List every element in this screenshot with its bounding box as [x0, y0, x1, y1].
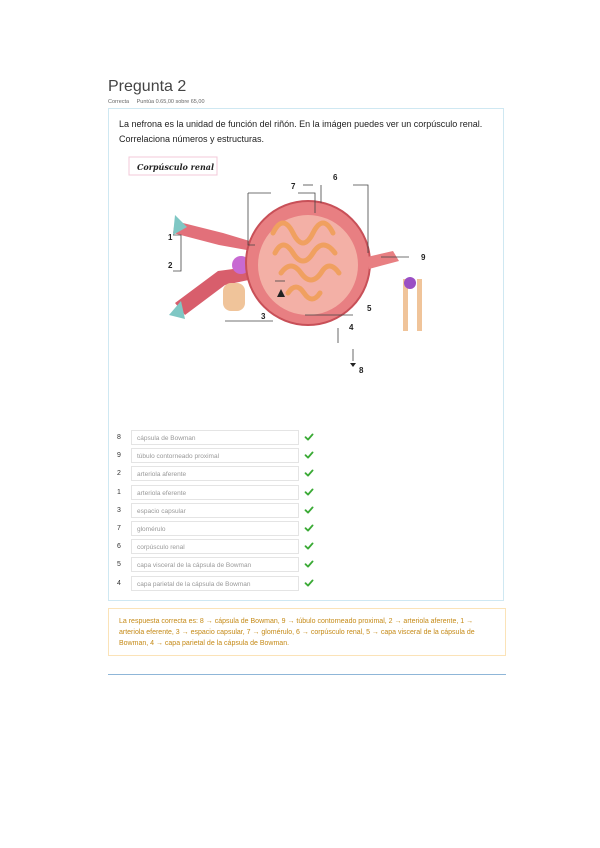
question-status: Correcta — [108, 99, 130, 105]
question-title: Pregunta 2 — [108, 78, 187, 95]
figure-label-2: 2 — [168, 261, 173, 270]
check-icon — [304, 432, 314, 442]
match-select[interactable]: glomérulo — [131, 521, 299, 536]
match-select[interactable]: túbulo contorneado proximal — [131, 448, 299, 463]
bottom-divider — [108, 674, 506, 675]
match-row — [117, 521, 317, 538]
match-number: 7 — [117, 525, 121, 532]
figure-label-8: 8 — [359, 366, 364, 375]
figure-label-4: 4 — [349, 323, 354, 332]
match-number: 5 — [117, 561, 121, 569]
figure-label-3: 3 — [261, 312, 266, 321]
check-icon — [304, 541, 314, 551]
figure-caption: Corpúsculo renal — [137, 162, 215, 172]
match-select[interactable]: corpúsculo renal — [131, 539, 299, 554]
match-number: 9 — [117, 452, 121, 460]
label-8-arrow — [350, 363, 356, 367]
question-text: La nefrona es la unidad de función del riñón. En la imágen puedes ver un corpúsculo renal. Correlaciona números y estructuras. — [119, 119, 483, 144]
figure-label-5: 5 — [367, 304, 372, 313]
match-row — [117, 466, 317, 483]
match-number: 1 — [117, 488, 121, 496]
match-row — [117, 430, 317, 447]
match-row — [117, 576, 317, 593]
figure-label-6: 6 — [333, 173, 338, 182]
check-icon — [304, 505, 314, 515]
question-score: Puntúa 0.65,00 sobre 65,00 — [136, 99, 205, 105]
tubule-stub — [223, 283, 245, 311]
match-select[interactable]: capa visceral de la cápsula de Bowman — [131, 557, 299, 572]
figure-label-9: 9 — [421, 253, 426, 262]
check-icon — [304, 523, 314, 533]
match-select[interactable]: espacio capsular — [131, 503, 299, 518]
match-select[interactable]: arteriola aferente — [131, 466, 299, 481]
match-number: 3 — [117, 506, 121, 514]
match-select[interactable]: cápsula de Bowman — [131, 430, 299, 445]
question-meta — [108, 99, 211, 105]
figure-label-1: 1 — [168, 233, 173, 242]
match-row — [117, 539, 317, 556]
renal-corpuscle-figure — [123, 153, 443, 381]
check-icon — [304, 559, 314, 569]
match-row — [117, 485, 317, 502]
check-icon — [304, 468, 314, 478]
match-select[interactable]: capa parietal de la cápsula de Bowman — [131, 576, 299, 591]
detail-corpuscle — [404, 277, 416, 289]
match-number: 8 — [117, 434, 121, 441]
match-row — [117, 503, 317, 520]
feedback-text: La respuesta correcta es: 8 → cápsula de Bowman, 9 → túbulo contorneado proximal, 2 → arteriola aferente, 1 → arteriola eferente, 3 → espacio capsular, 7 → glomérulo, 6 → corpúsculo renal, 5 → capa visceral de la cápsula de Bowman, 4 → capa parietal de la cápsula de Bowman. — [119, 618, 475, 647]
question-box — [108, 108, 504, 601]
match-number: 4 — [117, 579, 121, 587]
check-icon — [304, 487, 314, 497]
match-row — [117, 557, 317, 574]
match-number: 2 — [117, 470, 121, 478]
figure-label-7: 7 — [291, 182, 296, 191]
match-row — [117, 448, 317, 465]
match-number: 6 — [117, 543, 121, 551]
feedback-box — [108, 608, 506, 656]
match-select[interactable]: arteriola eferente — [131, 485, 299, 500]
proximal-tubule-shape — [367, 251, 399, 269]
detail-tubule-right — [417, 279, 422, 331]
check-icon — [304, 578, 314, 588]
check-icon — [304, 450, 314, 460]
